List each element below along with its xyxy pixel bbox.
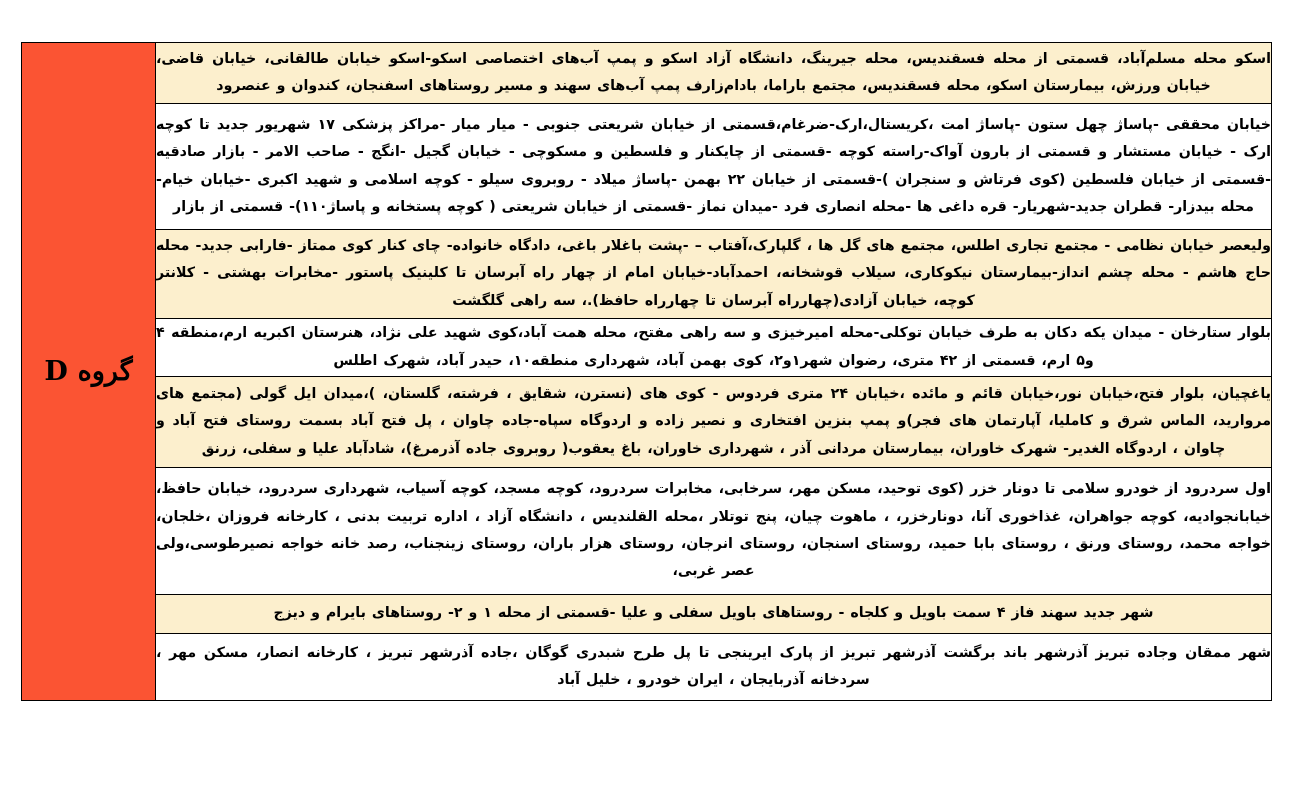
zones-table [21,42,1272,701]
zones-table-container [22,42,1272,701]
table-row [22,468,1272,595]
table-row [22,595,1272,634]
zone-description-cell-6 [156,468,1272,595]
zone-description-text: خیابان محققی -پاساژ چهل ستون -پاساژ امت ،کریستال،ارک-ضرغام،قسمتی از خیابان شریعتی جنوبی - میار میار -مراکز پزشکی ۱۷ شهریور جدید تا کوچه ارک - خیابان مستشار و قسمتی از بارون آواک-راسته کوچه -قسمتی از چایکنار و فلسطین و مسکوچی - خیابان گجیل -انگج - صاحب الامر - بازار صادقیه -قسمتی از خیابان فلسطین (کوی فرتاش و سنجران )-قسمتی از خیابان ۲۲ بهمن -پاساژ میلاد - روبروی سیلو - کوچه اسلامی و شهید اکبری -خیابان خیام-محله بیدزار- قطران جدید-شهریار- قره داغی ها -محله انصاری فرد -میدان نماز -قسمتی از خیابان شریعتی ( کوچه پستخانه و پاساژ۱۱۰)- قسمتی از بازار [156,116,1271,215]
zone-description-cell-2 [156,104,1272,230]
zone-description-text: اسکو محله مسلم‌آباد، قسمتی از محله فسقندیس، محله جیرینگ، دانشگاه آزاد اسکو و پمپ آب‌های اختصاصی اسکو-اسکو خیابان طالقانی، خیابان قاضی، خیابان ورزش، بیمارستان اسکو، محله فسقندیس، مجتمع باراما، بادام‌زارف پمپ آب‌های سهند و مسیر روستاهای اسفنجان، کندوان و عنصرود [156,50,1271,94]
zone-description-text: شهر ممقان وجاده تبریز آذرشهر باند برگشت آذرشهر تبریز از پارک ایرینجی تا پل طرح شبدری گوگان ،جاده آذرشهر تبریز ، کارخانه انصار، مسکن مهر ، سردخانه آذربایجان ، ایران خودرو ، خلیل آباد [156,644,1271,688]
zone-description-text: ولیعصر خیابان نظامی - مجتمع تجاری اطلس، مجتمع های گل ها ، گلپارک،آفتاب – -پشت باغلار باغی، دادگاه خانواده- چای کنار کوی ممتاز -فارابی جدید- محله حاج هاشم - محله چشم انداز-بیمارستان نیکوکاری، سیلاب قوشخانه، احمدآباد-خیابان امام از چهار راه آبرسان تا کلینیک پاستور -مخابرات بهشتی - کلانتر کوچه، خیابان آزادی(چهارراه آبرسان تا چهارراه حافظ).، سه راهی گلگشت [156,238,1271,309]
zone-description-text: یاغچیان، بلوار فتح،خیابان نور،خیابان قائم و مائده ،خیابان ۲۴ متری فردوس - کوی های (نسترن، شقایق ، فرشته، گلستان، )،میدان ایل گولی (مجتمع های مروارید، الماس شرق و کاملیا، آپارتمان های فجر)و پمپ بنزین افتخاری و نصیر زاده و اردوگاه سپاه-جاده چاوان ، پل فتح آباد بسمت روستای فتح آباد و چاوان ، اردوگاه الغدیر- شهرک خاوران، بیمارستان مردانی آذر ، شهرداری خاوران، باغ یعقوب( روبروی جاده آذرمرغ)، شادآباد علیا و سفلی، زرنق [156,386,1271,457]
zone-description-text: اول سردرود از خودرو سلامی تا دونار خزر (کوی توحید، مسکن مهر، سرخابی، مخابرات سردرود، کوچه مسجد، کوچه آسیاب، شهرداری سردرود، خیابان حافظ، خیابانجوادیه، کوچه جواهران، غذاخوری آنا، دونارخزر، ، ماهوت چیان، پنج توتلار ،محله القلندیس ، دانشگاه آزاد ، اداره تربیت بدنی ، کارخانه فروزان ،خلجان، خواجه محمد، روستای ورنق ، روستای بابا حمید، روستای اسنجان، روستای انرجان، روستای هزار باران، روستای زینجناب، رصد خانه خواجه نصیرطوسی،ولی عصر غربی، [156,481,1271,580]
zone-description-text: شهر جدید سهند فاز ۴ سمت باویل و کلجاه - روستاهای باویل سفلی و علیا -قسمتی از محله ۱ و ۲- روستاهای بایرام و دیزج [273,605,1154,622]
zone-description-cell-4 [156,319,1272,377]
table-row [22,319,1272,377]
group-label-cell [22,43,156,701]
zone-description-cell-1 [156,43,1272,104]
zone-description-cell-8 [156,634,1272,701]
table-row [22,230,1272,319]
zones-table-body [22,43,1272,701]
table-row [22,43,1272,104]
table-row [22,377,1272,468]
table-row [22,104,1272,230]
zone-description-cell-7 [156,595,1272,634]
group-label: گروه D [44,356,133,387]
zone-description-cell-5 [156,377,1272,468]
zone-description-text: بلوار ستارخان - میدان یکه دکان به طرف خیابان توکلی-محله امیرخیزی و سه راهی مفتح، محله همت آباد،کوی شهید علی نژاد، هنرستان اکبریه ارم،منطقه ۴ و۵ ارم، قسمتی از ۴۲ متری، رضوان شهر۱و۲، کوی بهمن آباد، شهرداری منطقه۱۰، حیدر آباد، شهرک اطلس [156,325,1271,369]
table-row [22,634,1272,701]
zone-description-cell-3 [156,230,1272,319]
